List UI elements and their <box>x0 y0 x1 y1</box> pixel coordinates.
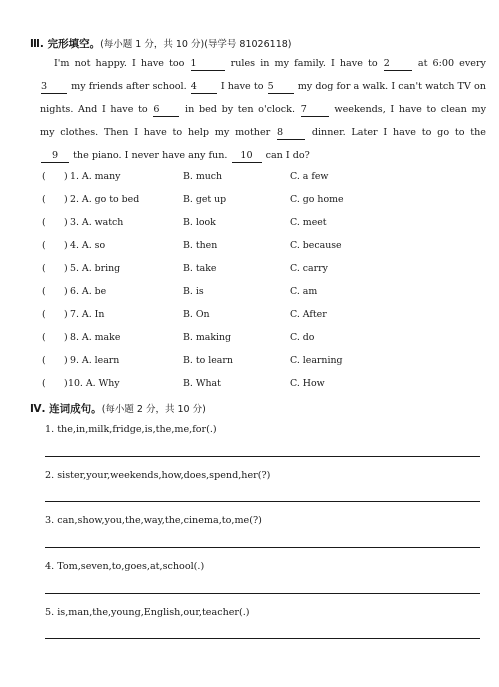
option-b: B. making <box>183 332 232 343</box>
passage-text: rules in my family. I have to <box>230 58 378 69</box>
section-4-heading: Ⅳ. 连词成句。 <box>30 403 102 415</box>
blank-3[interactable]: 3 <box>41 80 67 94</box>
option-c: C. because <box>290 240 342 251</box>
option-b: B. look <box>183 217 216 228</box>
section-3-code: (导学号 81026118) <box>204 39 292 50</box>
cloze-passage <box>40 52 486 167</box>
answer-paren-close: ) <box>64 286 68 297</box>
blank-4[interactable]: 4 <box>191 80 217 94</box>
option-a: 10. A. Why <box>68 378 120 389</box>
option-b: B. then <box>183 240 218 251</box>
passage-line-2 <box>40 75 486 98</box>
answer-paren-open: ( <box>42 171 46 182</box>
option-row <box>42 240 472 258</box>
option-a: 6. A. be <box>70 286 107 297</box>
passage-line-1 <box>40 52 486 75</box>
option-row <box>42 171 472 189</box>
option-row <box>42 217 472 235</box>
option-row <box>42 263 472 281</box>
question-1: 1. the,in,milk,fridge,is,the,me,for(.) <box>45 424 217 435</box>
option-c: C. do <box>290 332 315 343</box>
option-row <box>42 332 472 350</box>
answer-line-1[interactable] <box>45 456 480 457</box>
answer-paren-open: ( <box>42 194 46 205</box>
passage-text: in bed by ten o'clock. <box>185 104 296 115</box>
answer-paren-close: ) <box>64 217 68 228</box>
option-a: 2. A. go to bed <box>70 194 140 205</box>
answer-line-2[interactable] <box>45 501 480 502</box>
answer-paren-open: ( <box>42 286 46 297</box>
answer-paren-close: ) <box>64 171 68 182</box>
section-4-title <box>30 401 206 416</box>
passage-line-5 <box>40 144 486 167</box>
passage-text: dinner. Later I have to go to the <box>311 127 486 138</box>
option-b: B. is <box>183 286 204 297</box>
passage-text: weekends, I have to clean my <box>334 104 486 115</box>
answer-paren-close: ) <box>64 194 68 205</box>
passage-text: my dog for a walk. I can't watch TV on <box>297 81 486 92</box>
option-row <box>42 378 472 396</box>
option-b: B. much <box>183 171 223 182</box>
answer-paren-open: ( <box>42 309 46 320</box>
blank-8[interactable]: 8 <box>277 126 305 140</box>
answer-paren-close: ) <box>64 240 68 251</box>
passage-line-4 <box>40 121 486 144</box>
section-3-heading: Ⅲ. 完形填空。 <box>30 38 101 50</box>
blank-10[interactable]: 10 <box>232 149 262 163</box>
option-a: 4. A. so <box>70 240 106 251</box>
option-a: 8. A. make <box>70 332 121 343</box>
option-a: 7. A. In <box>70 309 105 320</box>
passage-line-3 <box>40 98 486 121</box>
blank-1[interactable]: 1 <box>191 57 225 71</box>
option-c: C. a few <box>290 171 329 182</box>
passage-text: nights. And I have to <box>40 104 148 115</box>
option-b: B. get up <box>183 194 227 205</box>
option-c: C. After <box>290 309 327 320</box>
answer-paren-close: ) <box>64 355 68 366</box>
passage-text: at 6:00 every <box>417 58 486 69</box>
option-c: C. learning <box>290 355 343 366</box>
option-row <box>42 194 472 212</box>
option-row <box>42 286 472 304</box>
answer-paren-open: ( <box>42 332 46 343</box>
option-b: B. take <box>183 263 217 274</box>
option-c: C. How <box>290 378 325 389</box>
answer-paren-close: ) <box>64 332 68 343</box>
answer-line-3[interactable] <box>45 547 480 548</box>
option-b: B. What <box>183 378 221 389</box>
section-3-title <box>30 36 292 51</box>
blank-9[interactable]: 9 <box>41 149 69 163</box>
section-3-score-note: (每小题 1 分，共 10 分) <box>100 39 205 50</box>
passage-text: my friends after school. <box>71 81 187 92</box>
passage-text: I have to <box>220 81 264 92</box>
option-b: B. On <box>183 309 210 320</box>
passage-text: I'm not happy. I have too <box>54 58 185 69</box>
question-5: 5. is,man,the,young,English,our,teacher(.) <box>45 607 250 618</box>
passage-text: my clothes. Then I have to help my mother <box>40 127 271 138</box>
answer-paren-close: ) <box>64 378 68 389</box>
answer-paren-close: ) <box>64 263 68 274</box>
blank-7[interactable]: 7 <box>301 103 329 117</box>
option-row <box>42 355 472 373</box>
option-row <box>42 309 472 327</box>
option-c: C. carry <box>290 263 328 274</box>
answer-line-4[interactable] <box>45 593 480 594</box>
answer-paren-open: ( <box>42 263 46 274</box>
option-a: 3. A. watch <box>70 217 124 228</box>
question-2: 2. sister,your,weekends,how,does,spend,her(?) <box>45 470 271 481</box>
option-a: 5. A. bring <box>70 263 121 274</box>
section-4-score-note: (每小题 2 分，共 10 分) <box>101 404 206 415</box>
answer-paren-open: ( <box>42 355 46 366</box>
blank-2[interactable]: 2 <box>384 57 412 71</box>
answer-paren-open: ( <box>42 217 46 228</box>
option-c: C. go home <box>290 194 344 205</box>
passage-text: the piano. I never have any fun. <box>73 150 228 161</box>
question-3: 3. can,show,you,the,way,the,cinema,to,me(?) <box>45 515 262 526</box>
answer-paren-open: ( <box>42 240 46 251</box>
passage-text: can I do? <box>265 150 310 161</box>
option-b: B. to learn <box>183 355 233 366</box>
answer-line-5[interactable] <box>45 638 480 639</box>
blank-6[interactable]: 6 <box>153 103 179 117</box>
option-a: 1. A. many <box>70 171 121 182</box>
option-c: C. am <box>290 286 318 297</box>
blank-5[interactable]: 5 <box>268 80 294 94</box>
answer-paren-open: ( <box>42 378 46 389</box>
answer-paren-close: ) <box>64 309 68 320</box>
question-4: 4. Tom,seven,to,goes,at,school(.) <box>45 561 205 572</box>
option-c: C. meet <box>290 217 327 228</box>
option-a: 9. A. learn <box>70 355 120 366</box>
